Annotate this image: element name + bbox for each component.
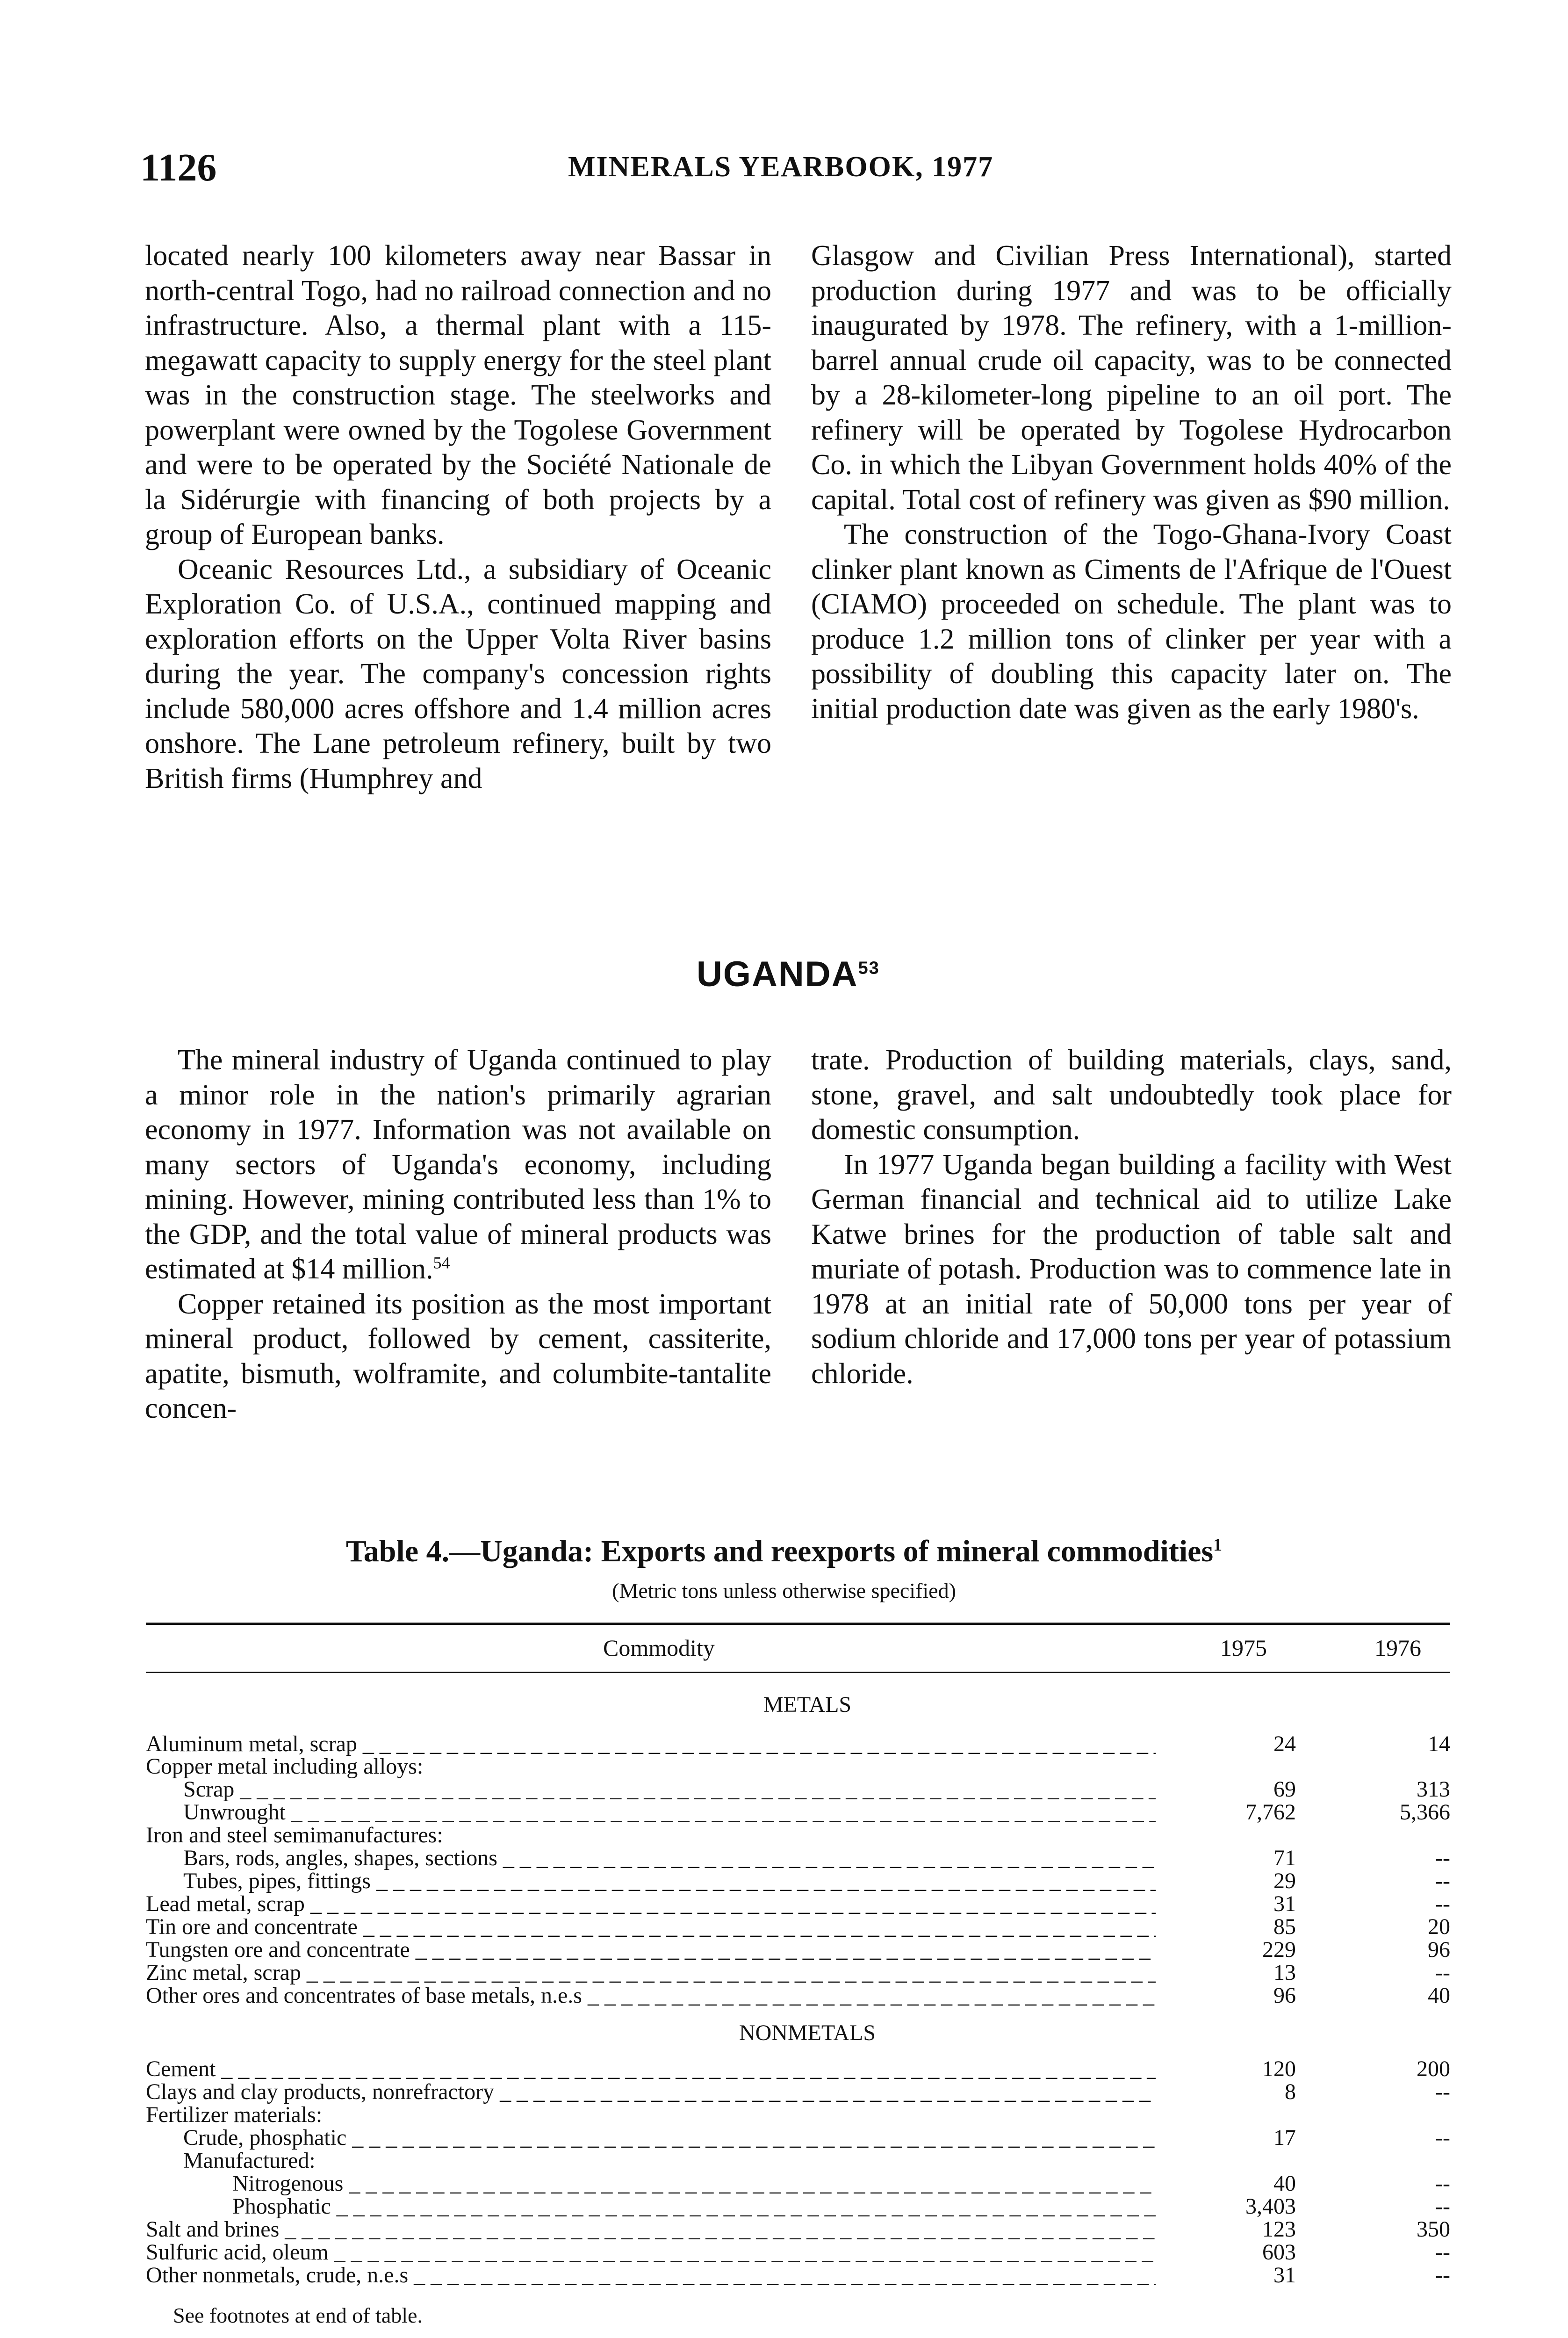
table-row <box>146 1915 1450 1939</box>
value-1975: 40 <box>1273 2171 1296 2196</box>
value-1975: 8 <box>1285 2079 1296 2104</box>
commodity-label: Clays and clay products, nonrefractory _ _ _ <box>146 2080 1156 2104</box>
table-row <box>146 1984 1450 2007</box>
table-row <box>146 1938 1450 1962</box>
table-row <box>146 2218 1450 2241</box>
uganda-paragraph-industry <box>145 1043 771 1287</box>
commodity-label: Nitrogenous _ _ _ <box>232 2172 1156 2195</box>
value-1975: 17 <box>1273 2125 1296 2150</box>
value-1976: -- <box>1435 2079 1450 2104</box>
column-header-1975: 1975 <box>1220 1635 1267 1661</box>
value-1976: -- <box>1435 1869 1450 1893</box>
uganda-column-right <box>811 1043 1452 1391</box>
commodity-label: Tubes, pipes, fittings _ _ _ <box>183 1869 1156 1893</box>
value-1975: 3,403 <box>1245 2194 1296 2219</box>
value-1976: 200 <box>1417 2057 1450 2081</box>
table-title <box>0 1534 1568 1569</box>
commodity-label: Crude, phosphatic _ _ _ <box>183 2126 1156 2150</box>
uganda-paragraph-building: trate. Production of building materials, clays, sand, stone, gravel, and salt undoubtedly took place for domestic consumption. <box>811 1044 1452 1146</box>
table-subtitle: (Metric tons unless otherwise specified) <box>612 1579 956 1602</box>
value-1975: 29 <box>1273 1869 1296 1893</box>
commodity-label: Lead metal, scrap _ _ _ <box>146 1892 1156 1916</box>
value-1975: 120 <box>1262 2057 1296 2081</box>
uganda-heading-footnote: 53 <box>858 958 880 978</box>
table-row <box>146 2172 1450 2195</box>
table-row <box>146 1847 1450 1870</box>
value-1975: 85 <box>1273 1914 1296 1939</box>
commodity-label: Tin ore and concentrate _ _ _ <box>146 1915 1156 1939</box>
value-1976: 313 <box>1417 1777 1450 1802</box>
value-1976: 350 <box>1417 2217 1450 2242</box>
commodity-label: Bars, rods, angles, shapes, sections _ _ _ <box>183 1847 1156 1870</box>
value-1975: 229 <box>1262 1937 1296 1962</box>
value-1975: 69 <box>1273 1777 1296 1802</box>
table-row <box>146 2149 1450 2172</box>
table-row <box>146 2103 1450 2127</box>
commodity-label: Scrap _ _ _ <box>183 1778 1156 1801</box>
table-row <box>146 1732 1450 1756</box>
table-row <box>146 2195 1450 2218</box>
togo-column-right <box>811 238 1452 726</box>
value-1976: -- <box>1435 1960 1450 1985</box>
value-1976: -- <box>1435 2125 1450 2150</box>
table-top-rule <box>146 1623 1450 1625</box>
togo-column-left <box>145 238 771 796</box>
commodity-label: Salt and brines _ _ _ <box>146 2218 1156 2241</box>
commodity-label: Other ores and concentrates of base metals, n.e.s _ _ _ <box>146 1984 1156 2007</box>
value-1976: -- <box>1435 1846 1450 1870</box>
value-1976: -- <box>1435 1891 1450 1916</box>
commodity-label: Fertilizer materials: <box>146 2103 323 2127</box>
value-1976: 96 <box>1428 1937 1450 1962</box>
value-1976: -- <box>1435 2194 1450 2219</box>
value-1975: 13 <box>1273 1960 1296 1985</box>
commodity-label: Zinc metal, scrap _ _ _ <box>146 1961 1156 1984</box>
running-title: MINERALS YEARBOOK, 1977 <box>568 151 994 183</box>
nonmetals-heading: NONMETALS <box>739 2020 876 2045</box>
commodity-label: Iron and steel semimanufactures: <box>146 1824 443 1847</box>
column-header-1976: 1976 <box>1374 1635 1421 1661</box>
value-1975: 123 <box>1262 2217 1296 2242</box>
value-1976: -- <box>1435 2263 1450 2287</box>
table-row <box>146 1755 1450 1778</box>
value-1976: 40 <box>1428 1983 1450 2008</box>
togo-paragraph-steel: located nearly 100 kilometers away near Bassar in north-central Togo, had no railroad connection and no infrastructure. Also, a thermal plant with a 115-megawatt capacity to supply energy for the steel plant was in the construction stage. The steelworks and powerplant were owned by the Togolese Government and were to be operated by the Société Nationale de la Sidérurgie with financing of both projects by a group of European banks. <box>145 240 771 550</box>
commodity-label: Unwrought _ _ _ <box>183 1801 1156 1824</box>
table-row <box>146 1778 1450 1801</box>
table-row <box>146 1824 1450 1847</box>
metals-heading: METALS <box>763 1692 852 1717</box>
commodity-label: Manufactured: <box>183 2149 316 2172</box>
commodity-label: Cement _ _ _ <box>146 2057 1156 2081</box>
uganda-column-left <box>145 1043 771 1426</box>
uganda-paragraph-industry-text: The mineral industry of Uganda continued to play a minor role in the nation's primarily agrarian economy in 1977. Information was not available on many sectors of Uganda's economy, including mining. However, mining contributed less than 1% to the GDP, and the total value of mineral products was estimated at $14 million. <box>145 1044 771 1285</box>
commodity-label: Tungsten ore and concentrate _ _ _ <box>146 1938 1156 1962</box>
commodity-label: Phosphatic _ _ _ <box>232 2195 1156 2218</box>
commodity-label: Sulfuric acid, oleum _ _ _ <box>146 2241 1156 2264</box>
value-1975: 31 <box>1273 1891 1296 1916</box>
table-row <box>146 2057 1450 2081</box>
value-1975: 31 <box>1273 2263 1296 2287</box>
value-1975: 71 <box>1273 1846 1296 1870</box>
togo-paragraph-refinery: Glasgow and Civilian Press International), started production during 1977 and was to be officially inaugurated by 1978. The refinery, with a 1-million-barrel annual crude oil capacity, was to be connected by a 28-kilometer-long pipeline to an oil port. The refinery will be operated by Togolese Hydrocarbon Co. in which the Libyan Government holds 40% of the capital. Total cost of refinery was given as $90 million. <box>811 240 1452 516</box>
table-row <box>146 2126 1450 2150</box>
value-1975: 96 <box>1273 1983 1296 2008</box>
table-row <box>146 1892 1450 1916</box>
value-1975: 603 <box>1262 2240 1296 2265</box>
table-header-rule <box>146 1672 1450 1673</box>
value-1975: 24 <box>1273 1732 1296 1756</box>
togo-paragraph-clinker: The construction of the Togo-Ghana-Ivory Coast clinker plant known as Ciments de l'Afrique de l'Ouest (CIAMO) proceeded on schedule. The plant was to produce 1.2 million tons of clinker per year with a possibility of doubling this capacity later on. The initial production date was given as the early 1980's. <box>811 519 1452 725</box>
togo-paragraph-oceanic: Oceanic Resources Ltd., a subsidiary of Oceanic Exploration Co. of U.S.A., continued mapping and exploration efforts on the Upper Volta River basins during the year. The company's concession rights include 580,000 acres offshore and 1.4 million acres onshore. The Lane petroleum refinery, built by two British firms (Humphrey and <box>145 553 771 794</box>
page-number: 1126 <box>140 146 217 189</box>
commodity-label: Aluminum metal, scrap _ _ _ <box>146 1732 1156 1756</box>
value-1976: 14 <box>1428 1732 1450 1756</box>
uganda-heading-text: UGANDA <box>697 954 858 994</box>
value-1976: 5,366 <box>1400 1800 1450 1825</box>
table-title-footnote: 1 <box>1213 1535 1223 1555</box>
value-1976: -- <box>1435 2171 1450 2196</box>
table-row <box>146 2241 1450 2264</box>
table-row <box>146 1869 1450 1893</box>
uganda-heading <box>697 954 880 995</box>
value-1975: 7,762 <box>1245 1800 1296 1825</box>
value-1976: 20 <box>1428 1914 1450 1939</box>
column-header-commodity: Commodity <box>603 1635 715 1661</box>
uganda-paragraph-copper: Copper retained its position as the most important mineral product, followed by cement, cassiterite, apatite, bismuth, wolframite, and columbite-tantalite concen- <box>145 1288 771 1424</box>
value-1976: -- <box>1435 2240 1450 2265</box>
table-row <box>146 2080 1450 2104</box>
table-row <box>146 1801 1450 1824</box>
commodity-label: Other nonmetals, crude, n.e.s _ _ _ <box>146 2264 1156 2287</box>
commodity-label: Copper metal including alloys: <box>146 1755 424 1778</box>
table-row <box>146 2264 1450 2287</box>
uganda-paragraph-katwe: In 1977 Uganda began building a facility with West German financial and technical aid to utilize Lake Katwe brines for the production of table salt and muriate of potash. Production was to commence late in 1978 at an initial rate of 50,000 tons per year of sodium chloride and 17,000 tons per year of potassium chloride. <box>811 1148 1452 1390</box>
table-footnote-note: See footnotes at end of table. <box>173 2303 423 2327</box>
table-row <box>146 1961 1450 1984</box>
table-title-text: Table 4.—Uganda: Exports and reexports of mineral commodities <box>345 1534 1214 1568</box>
footnote-ref-54: 54 <box>433 1253 450 1272</box>
